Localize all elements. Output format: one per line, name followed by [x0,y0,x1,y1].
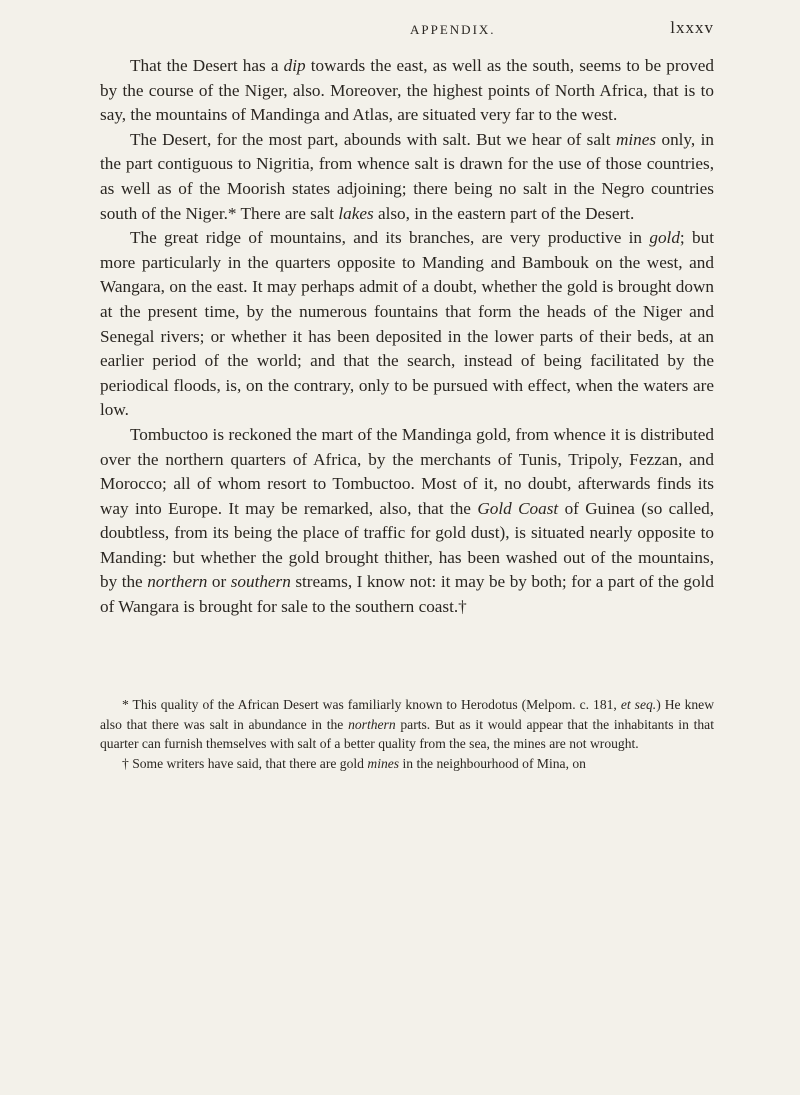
footnotes [100,695,714,773]
text-run: ; but more particularly in the quarters opposite to Manding and Bambouk on the west, and Wangara, on the east. It may perhaps admit of a doubt, whether the gold is brought down at the present time, by the numerous fountains that form the heads of the Niger and Senegal rivers; or whether it has been deposited in the lower parts of their beds, at an earlier period of the world; and that the search, instead of being facilitated by the periodical floods, is, on the contrary, only to be pursued with effect, when the waters are low. [100,228,714,420]
footnote [100,695,714,754]
text-run: only, in the part contiguous to Nigritia, from whence salt is drawn for the use of those countries, as well as of the Moorish states adjoining; there being no salt in the Negro countries south of the Niger.* There are salt [100,129,714,223]
text-run: also, in the eastern part of the Desert. [373,203,635,223]
text-run: towards the east, as well as the south, seems to be proved by the course of the Niger, also. Moreover, the highest points of North Africa, that is to say, the mountains of Mandinga and Atlas, are situated very far to the west. [100,56,714,125]
page-number: lxxxv [670,18,714,37]
text-run: or [207,572,231,592]
text-run: of Guinea (so called, doubtless, from its being the place of traffic for gold dust), is situated nearly opposite to Manding: but whether the gold brought thither, has been washed out of the mountains, by the [100,498,714,592]
text-run: parts. But as it would appear that the inhabitants in that quarter can furnish themselves with salt of a better quality from the sea, the mines are not wrought. [100,716,714,752]
paragraph [100,226,714,423]
italic-text: southern [230,572,291,592]
running-title: APPENDIX. [410,22,496,37]
italic-text: northern [348,716,396,732]
italic-text: et seq. [620,697,657,712]
italic-text: gold [649,228,680,248]
text-run: Tombuctoo is reckoned the mart of the Mandinga gold, from whence it is distributed over the northern quarters of Africa, by the merchants of Tunis, Tripoly, Fezzan, and Morocco; all of whom resort to Tombuctoo. Most of it, no doubt, afterwards finds its way into Europe. It may be remarked, also, that the [100,424,714,518]
italic-text: mines [367,755,400,771]
text-run: streams, I know not: it may be by both; for a part of the gold of Wangara is brought for sale to the southern coast.† [100,572,714,617]
text-run: ) He knew also that there was salt in abundance in the [100,697,715,732]
italic-text: northern [147,572,208,592]
italic-text: dip [283,56,306,75]
footnote [100,754,714,774]
italic-text: Gold Coast [477,498,559,518]
text-run: That the Desert has a [130,56,284,75]
text-run: * This quality of the African Desert was familiarly known to Herodotus (Melpom. c. 181, [122,697,621,712]
text-run: The Desert, for the most part, abounds with salt. But we hear of salt [130,129,616,149]
paragraph [100,128,714,226]
paragraph [100,54,714,128]
main-text [100,54,714,620]
paragraph [100,423,714,620]
italic-text: mines [615,129,657,149]
italic-text: lakes [338,203,374,223]
running-head [100,18,714,44]
text-run: in the neighbourhood of Mina, on [399,755,586,771]
text-run: The great ridge of mountains, and its branches, are very productive in [130,228,650,248]
text-run: † Some writers have said, that there are gold [122,755,368,771]
